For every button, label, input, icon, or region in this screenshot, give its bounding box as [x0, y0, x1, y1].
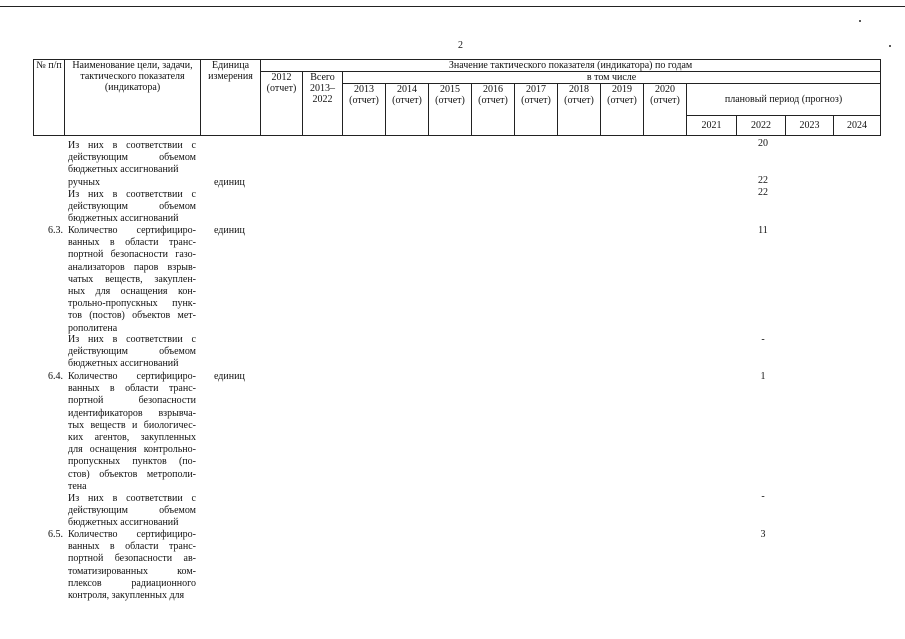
- row-name-line: плексов радиационного: [68, 577, 196, 589]
- header-year-2020: 2020 (отчет): [644, 84, 687, 136]
- row-value-2022: -: [761, 491, 765, 502]
- row-number: 6.4.: [48, 371, 63, 382]
- header-col-values: Значение тактического показателя (индикатора) по годам: [261, 60, 881, 72]
- row-name: [68, 189, 196, 226]
- row-name-line: рополитена: [68, 322, 118, 334]
- header-plan-2024: 2024: [834, 116, 881, 136]
- header-year-2016: 2016 (отчет): [472, 84, 515, 136]
- row-name-line: бюджетных ассигнований: [68, 164, 179, 176]
- row-name-line: анализаторов паров взрыв-: [68, 261, 196, 273]
- row-name-line: идентификаторов взрывча-: [68, 407, 196, 419]
- row-value-2022: 1: [760, 371, 766, 382]
- row-unit: единиц: [214, 371, 245, 382]
- row-name: [68, 225, 196, 335]
- row-name-line: контроля, закупленных для: [68, 589, 185, 601]
- row-unit: единиц: [214, 177, 245, 188]
- row-name-line: Из них в соответствии с: [68, 493, 196, 504]
- header-col-number: № п/п: [34, 60, 65, 136]
- header-year-2014: 2014 (отчет): [386, 84, 429, 136]
- row-value-2022: 11: [758, 225, 768, 236]
- row-name-line: портной безопасности ав-: [68, 553, 196, 565]
- row-value-2022: -: [761, 334, 765, 345]
- header-in-that: в том числе: [343, 72, 881, 84]
- row-name-line: трольно-пропускных пунк-: [68, 298, 196, 310]
- row-number: 6.3.: [48, 225, 63, 236]
- row-name-line: для оснащения контрольно-: [68, 444, 196, 456]
- row-name-line: ванных в области транс-: [68, 383, 196, 395]
- header-col-name: Наименование цели, задачи, тактического показателя (индикатора): [65, 60, 201, 136]
- row-name-line: ких агентов, закупленных: [68, 431, 196, 443]
- row-name-line: ручных: [68, 177, 100, 188]
- row-name-line: тена: [68, 480, 87, 492]
- row-name-line: Из них в соответствии с: [68, 334, 196, 345]
- row-name: [68, 334, 196, 371]
- row-name-line: чатых веществ, закуплен-: [68, 273, 196, 285]
- row-name: [68, 177, 196, 189]
- header-plan-2022: 2022: [737, 116, 786, 136]
- row-name: [68, 529, 196, 602]
- row-name-line: Из них в соответствии с: [68, 189, 196, 200]
- row-unit: единиц: [214, 225, 245, 236]
- row-name-line: тов (постов) объектов мет-: [68, 310, 196, 322]
- row-name-line: Количество сертифициро-: [68, 225, 196, 236]
- row-name-line: тых веществ и биологичес-: [68, 419, 196, 431]
- row-name: [68, 371, 196, 493]
- row-name-line: действующим объемом: [68, 152, 196, 164]
- header-year-2018: 2018 (отчет): [558, 84, 601, 136]
- row-name-line: действующим объемом: [68, 346, 196, 358]
- row-name-line: действующим объемом: [68, 201, 196, 213]
- row-name-line: ванных в области транс-: [68, 541, 196, 553]
- header-2012: 2012 (отчет): [261, 72, 303, 136]
- row-value-2022: 22: [758, 175, 768, 186]
- header-col-unit: Единица измерения: [201, 60, 261, 136]
- row-name-line: действующим объемом: [68, 505, 196, 517]
- row-name-line: ванных в области транс-: [68, 237, 196, 249]
- row-name: [68, 140, 196, 177]
- header-year-2013: 2013 (отчет): [343, 84, 386, 136]
- row-name-line: ных для оснащения кон-: [68, 285, 196, 297]
- row-value-2022: 22: [758, 187, 768, 198]
- row-name-line: портной безопасности: [68, 395, 196, 407]
- row-name-line: Из них в соответствии с: [68, 140, 196, 151]
- row-name-line: бюджетных ассигнований: [68, 358, 179, 370]
- row-number: 6.5.: [48, 529, 63, 540]
- row-name-line: стов) объектов метрополи-: [68, 468, 196, 480]
- row-name-line: портной безопасности газо-: [68, 249, 196, 261]
- row-name-line: пропускных пунктов (по-: [68, 456, 196, 468]
- row-value-2022: 20: [758, 138, 768, 149]
- page-number: 2: [458, 40, 463, 51]
- row-name: [68, 493, 196, 530]
- header-year-2017: 2017 (отчет): [515, 84, 558, 136]
- header-plan-2021: 2021: [687, 116, 737, 136]
- row-name-line: Количество сертифициро-: [68, 371, 196, 382]
- header-year-2015: 2015 (отчет): [429, 84, 472, 136]
- row-name-line: томатизированных ком-: [68, 565, 196, 577]
- row-value-2022: 3: [760, 529, 766, 540]
- header-plan-2023: 2023: [786, 116, 834, 136]
- row-name-line: бюджетных ассигнований: [68, 517, 179, 529]
- row-name-line: Количество сертифициро-: [68, 529, 196, 540]
- header-plan-period: плановый период (прогноз): [687, 84, 881, 116]
- header-total: Всего 2013–2022: [303, 72, 343, 136]
- row-name-line: бюджетных ассигнований: [68, 213, 179, 225]
- header-year-2019: 2019 (отчет): [601, 84, 644, 136]
